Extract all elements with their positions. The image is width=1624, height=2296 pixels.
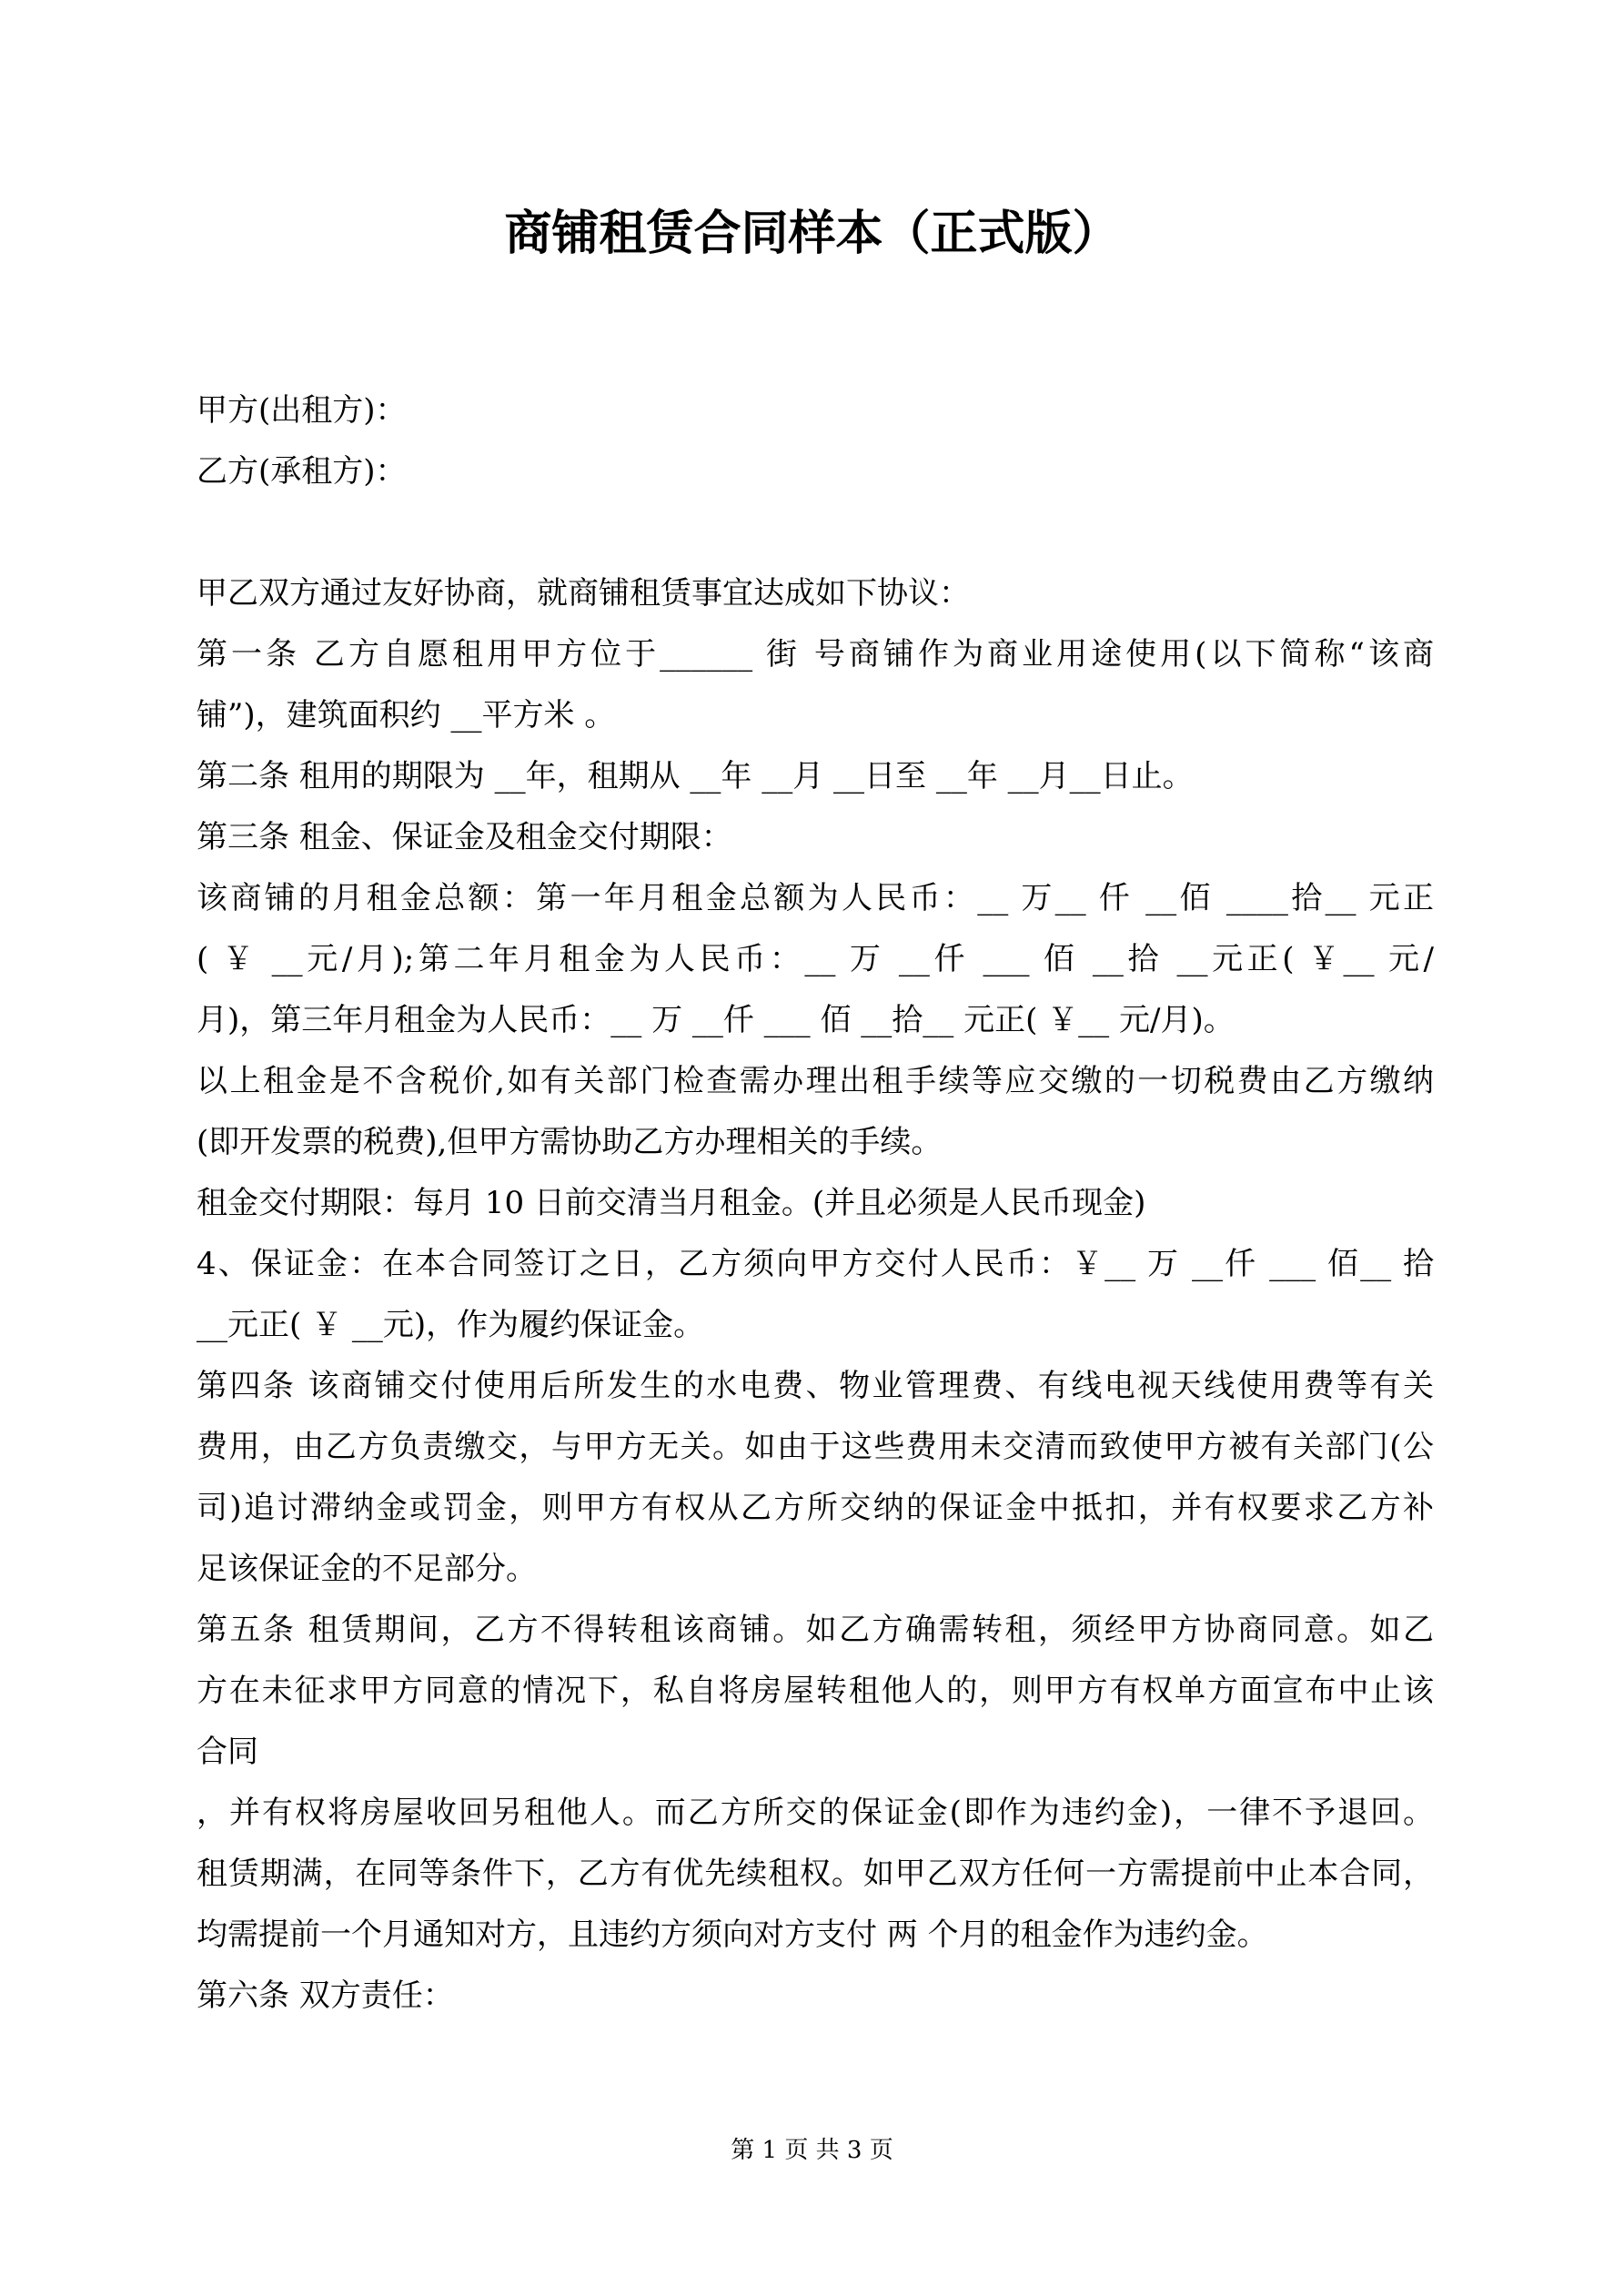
article-5-line-3: 合同 xyxy=(197,1734,258,1770)
article-5-line-6: 均需提前一个月通知对方，且违约方须向对方支付 两 个月的租金作为违约金。 xyxy=(197,1917,1268,1953)
article-5-line-2: 方在未征求甲方同意的情况下，私自将房屋转租他人的，则甲方有权单方面宣布中止该 xyxy=(197,1673,1434,1709)
rent-line-2: ( ￥ __元/月);第二年月租金为人民币：__ 万 __仟 ___ 佰 __拾 __元正( ￥__ 元/ xyxy=(197,941,1434,977)
deposit-line-2: __元正( ￥ __元)，作为履约保证金。 xyxy=(197,1307,705,1343)
payment-deadline-line: 租金交付期限：每月 10 日前交清当月租金。(并且必须是人民币现金) xyxy=(197,1185,1146,1221)
article-4-line-2: 费用，由乙方负责缴交，与甲方无关。如由于这些费用未交清而致使甲方被有关部门(公 xyxy=(197,1429,1434,1465)
party-a-line: 甲方(出租方)： xyxy=(197,392,407,429)
article-4-line-3: 司)追讨滞纳金或罚金，则甲方有权从乙方所交纳的保证金中抵扣，并有权要求乙方补 xyxy=(197,1490,1434,1526)
article-3-heading: 第三条 租金、保证金及租金交付期限： xyxy=(197,819,732,855)
document-body xyxy=(197,380,1434,2027)
page-footer: 第 1 页 共 3 页 xyxy=(731,2137,893,2164)
tax-line-2: (即开发票的税费),但甲方需协助乙方办理相关的手续。 xyxy=(197,1124,943,1160)
deposit-line-1: 4、保证金：在本合同签订之日，乙方须向甲方交付人民币：￥__ 万 __仟 ___ 佰__ 拾 xyxy=(197,1246,1434,1282)
article-5-line-5: 租赁期满，在同等条件下，乙方有优先续租权。如甲乙双方任何一方需提前中止本合同， xyxy=(197,1856,1434,1892)
rent-line-3: 月)，第三年月租金为人民币：__ 万 __仟 ___ 佰 __拾__ 元正( ￥__ 元/月)。 xyxy=(197,1002,1235,1038)
article-5-line-1: 第五条 租赁期间，乙方不得转租该商铺。如乙方确需转租，须经甲方协商同意。如乙 xyxy=(197,1612,1434,1648)
blank-line xyxy=(197,502,1434,563)
rent-line-1: 该商铺的月租金总额：第一年月租金总额为人民币：__ 万__ 仟 __佰 ____拾__ 元正 xyxy=(197,880,1434,916)
party-b-line: 乙方(承租方)： xyxy=(197,453,407,490)
article-6-heading: 第六条 双方责任： xyxy=(197,1977,454,2014)
article-5-line-4: ，并有权将房屋收回另租他人。而乙方所交的保证金(即作为违约金)，一律不予退回。 xyxy=(197,1795,1434,1831)
document-title: 商铺租赁合同样本（正式版） xyxy=(504,206,1120,261)
article-4-line-4: 足该保证金的不足部分。 xyxy=(197,1551,537,1587)
article-1-line-1: 第一条 乙方自愿租用甲方位于______ 街 号商铺作为商业用途使用(以下简称“该商 xyxy=(197,636,1434,673)
article-4-line-1: 第四条 该商铺交付使用后所发生的水电费、物业管理费、有线电视天线使用费等有关 xyxy=(197,1368,1434,1404)
article-2-line: 第二条 租用的期限为 __年，租期从 __年 __月 __日至 __年 __月__日止。 xyxy=(197,758,1194,794)
article-1-line-2: 铺”)，建筑面积约 __平方米 。 xyxy=(197,697,616,733)
preamble-line: 甲乙双方通过友好协商，就商铺租赁事宜达成如下协议： xyxy=(197,575,970,612)
tax-line-1: 以上租金是不含税价,如有关部门检查需办理出租手续等应交缴的一切税费由乙方缴纳 xyxy=(197,1063,1434,1099)
